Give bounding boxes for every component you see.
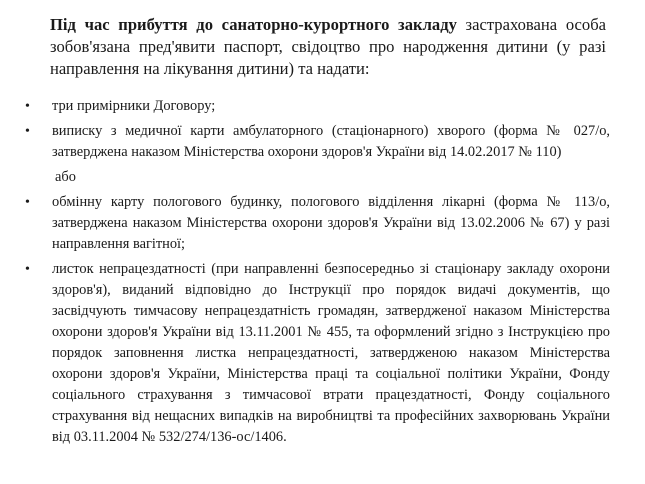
list-item	[0, 192, 645, 255]
intro-paragraph	[50, 14, 606, 80]
bullet-icon: •	[25, 195, 30, 210]
required-documents-list	[0, 96, 645, 452]
list-item-text: листок непрацездатності (при направленні безпосередньо зі стаціонару закладу охорони здоров'я), виданий відповідно до Інструкції про порядок видачі документів, що засвідчують тимчасову непрацездатність громадян, затвердженої наказом Міністерства охорони здоров'я України від 13.11.2001 № 455, та оформлений згідно з Інструкцією про порядок заповнення листка непрацездатності, затвердженою наказом Міністерства охорони здоров'я України, Міністерства праці та соціальної політики України, Фонду соціального страхування з тимчасової втрати працездатності, Фонду соціального страхування від нещасних випадків на виробництві та професійних захворювань України від 03.11.2004 № 532/274/136-ос/1406.	[52, 261, 610, 445]
list-separator	[0, 167, 645, 188]
list-item	[0, 259, 645, 448]
list-item	[0, 121, 645, 163]
list-item-text: виписку з медичної карти амбулаторного (стаціонарного) хворого (форма № 027/о, затверджена наказом Міністерства охорони здоров'я України від 14.02.2017 № 110)	[52, 123, 610, 160]
intro-lead: Під час прибуття до санаторно-курортного закладу	[50, 15, 457, 34]
list-item	[0, 96, 645, 117]
intro-rest: застрахована особа зобов'язана пред'явити паспорт, свідоцтво про народження дитини (у разі направлення на лікування дитини) та надати:	[50, 15, 606, 78]
bullet-icon: •	[25, 99, 30, 114]
bullet-icon: •	[25, 124, 30, 139]
list-item-text: три примірники Договору;	[52, 98, 216, 114]
list-item-text: обмінну карту пологового будинку, пологового відділення лікарні (форма № 113/о, затверджена наказом Міністерства охорони здоров'я України від 13.02.2006 № 67) у разі направлення вагітної;	[52, 194, 610, 252]
separator-text: або	[55, 169, 76, 185]
bullet-icon: •	[25, 262, 30, 277]
